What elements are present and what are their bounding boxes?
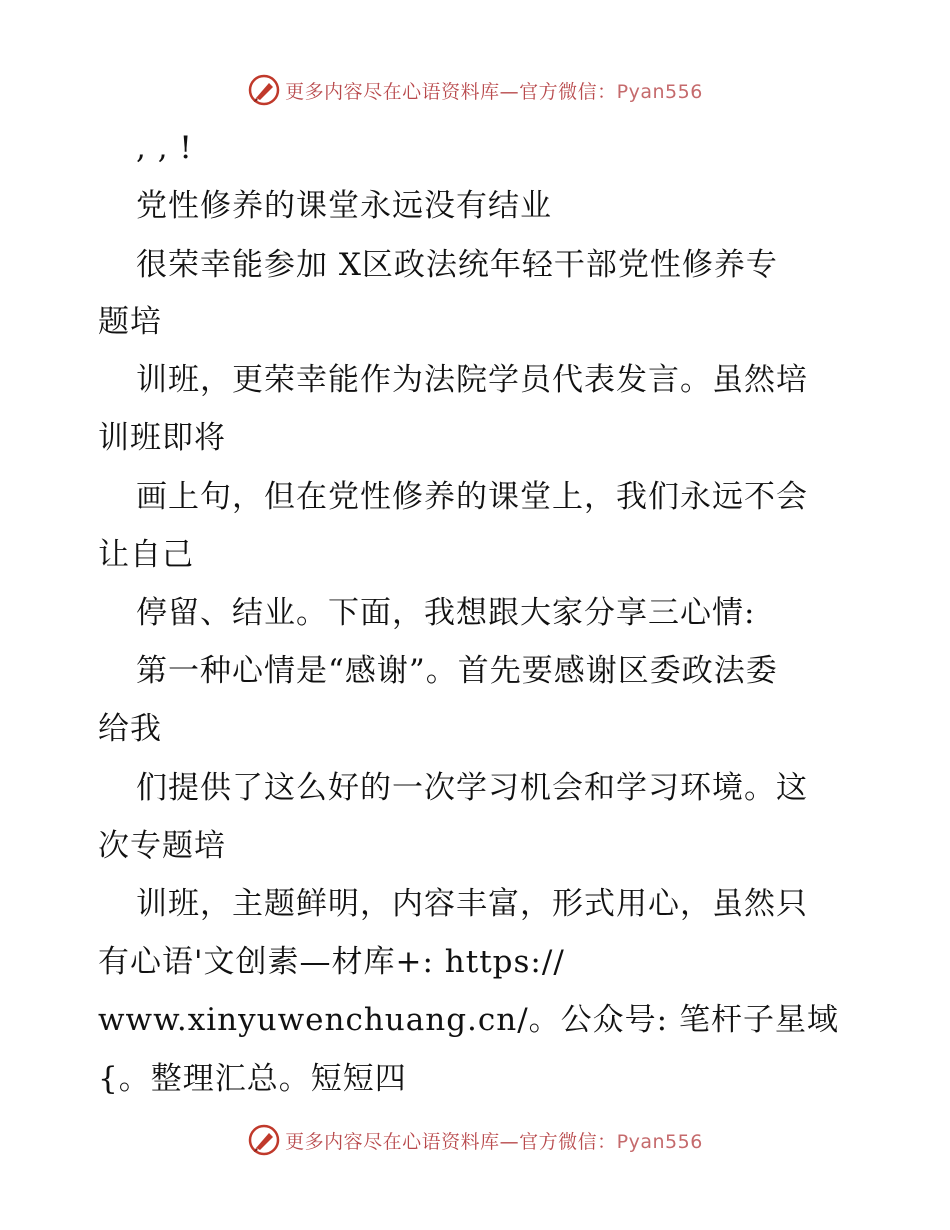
- text-line: 训班，更荣幸能作为法院学员代表发言。虽然培: [136, 362, 808, 398]
- text-line: 很荣幸能参加 X区政法统年轻干部党性修养专: [136, 247, 778, 283]
- text-line: 题培: [98, 304, 162, 340]
- banner-wechat-id: Pyan556: [616, 1130, 703, 1153]
- text-line: 有心语'文创素—材库+: https://: [98, 944, 565, 980]
- text-line: 停留、结业。下面，我想跟大家分享三心情:: [136, 595, 756, 631]
- text-line: www.xinyuwenchuang.cn/。公众号: 笔杆子星域: [98, 1002, 839, 1038]
- text-line: 训班，主题鲜明，内容丰富，形式用心，虽然只: [136, 886, 808, 922]
- text-line: 们提供了这么好的一次学习机会和学习环境。这: [136, 770, 808, 806]
- text-line: 让自己: [98, 537, 194, 573]
- pen-logo-icon: [247, 1123, 281, 1157]
- text-line: 次专题培: [98, 828, 226, 864]
- text-line: , , !: [136, 130, 193, 166]
- banner-wechat-id: Pyan556: [616, 80, 703, 103]
- document-title: 党性修养的课堂永远没有结业: [136, 188, 552, 224]
- footer-watermark-banner: [0, 1120, 950, 1160]
- banner-text: 更多内容尽在心语资料库—官方微信：: [285, 1130, 617, 1153]
- text-line: {。整理汇总。短短四: [98, 1061, 407, 1097]
- text-line: 第一种心情是“感谢”。首先要感谢区委政法委: [136, 653, 778, 689]
- text-line: 画上句，但在党性修养的课堂上，我们永远不会: [136, 479, 808, 515]
- text-line: 训班即将: [98, 420, 226, 456]
- text-line: 给我: [98, 711, 162, 747]
- banner-text: 更多内容尽在心语资料库—官方微信：: [285, 80, 617, 103]
